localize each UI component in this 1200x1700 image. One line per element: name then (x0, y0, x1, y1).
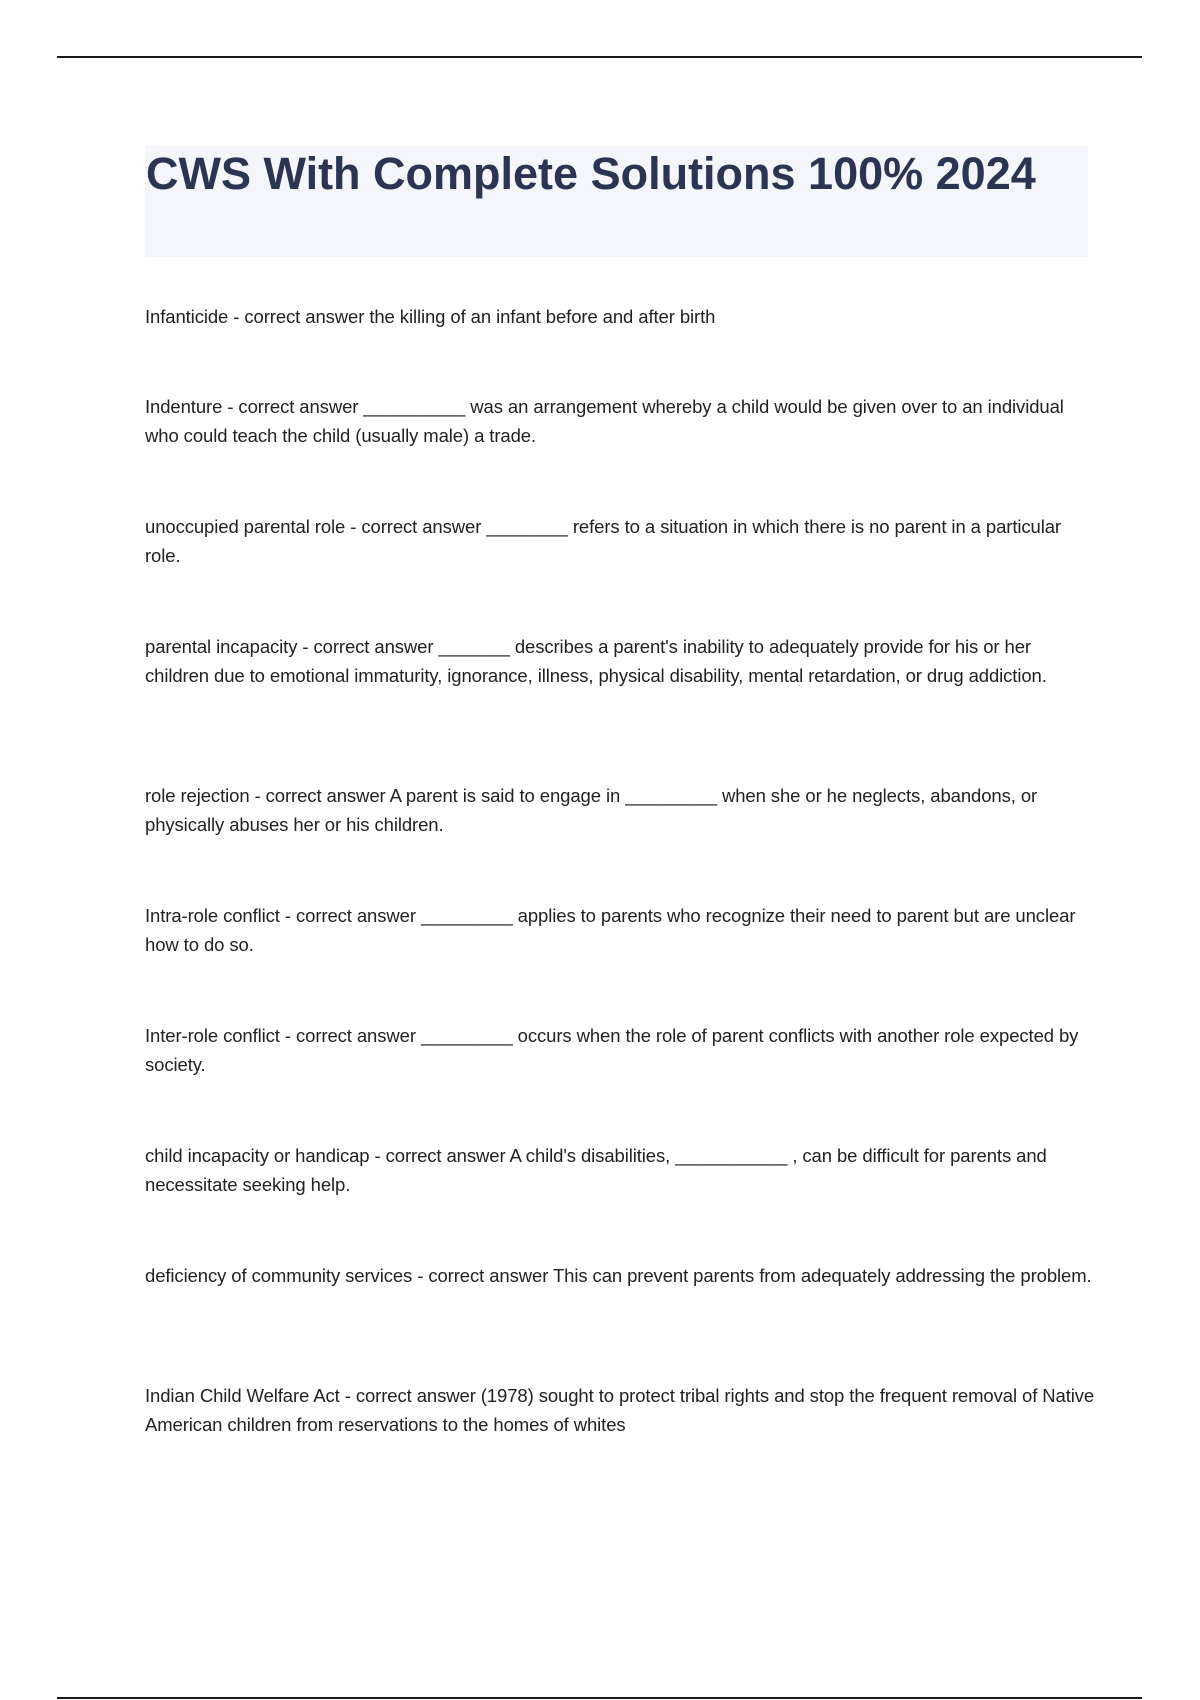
bottom-rule (57, 1697, 1142, 1699)
entry-intra-role-conflict: Intra-role conflict - correct answer _________ applies to parents who recognize their need to parent but are unclear how to do so. (145, 905, 1076, 955)
document-title: CWS With Complete Solutions 100% 2024 (146, 148, 1036, 199)
top-rule (57, 56, 1142, 58)
entry-deficiency-community-services: deficiency of community services - correct answer This can prevent parents from adequately addressing the problem. (145, 1265, 1092, 1286)
entry-indian-child-welfare-act: Indian Child Welfare Act - correct answer (1978) sought to protect tribal rights and stop the frequent removal of Native American children from reservations to the homes of whites (145, 1385, 1095, 1435)
entry-parental-incapacity: parental incapacity - correct answer _______ describes a parent's inability to adequately provide for his or her children due to emotional immaturity, ignorance, illness, physical disability, mental retardation, or drug addiction. (145, 636, 1047, 686)
entry-unoccupied-parental-role: unoccupied parental role - correct answer ________ refers to a situation in which there is no parent in a particular role. (145, 516, 1061, 566)
entry-child-incapacity: child incapacity or handicap - correct answer A child's disabilities, ___________ , can be difficult for parents and necessitate seeking help. (145, 1145, 1047, 1195)
entry-inter-role-conflict: Inter-role conflict - correct answer _________ occurs when the role of parent conflicts with another role expected by society. (145, 1025, 1079, 1075)
entry-indenture: Indenture - correct answer __________ was an arrangement whereby a child would be given over to an individual who could teach the child (usually male) a trade. (145, 396, 1064, 446)
entry-infanticide: Infanticide - correct answer the killing of an infant before and after birth (145, 306, 716, 327)
entry-role-rejection: role rejection - correct answer A parent is said to engage in _________ when she or he neglects, abandons, or physically abuses her or his children. (145, 785, 1038, 835)
